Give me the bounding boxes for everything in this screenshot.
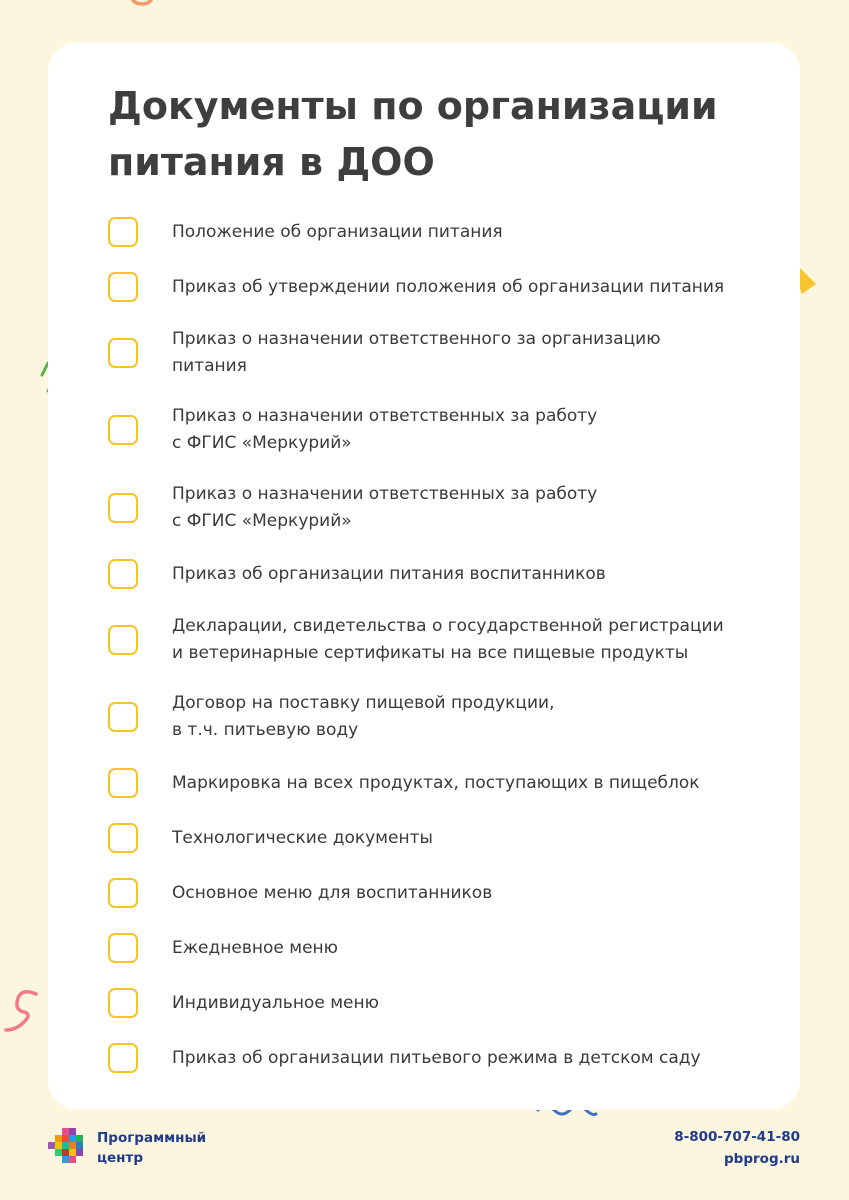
checklist-item-line: Декларации, свидетельства о государственной регистрации	[172, 616, 724, 636]
checklist-item-text	[172, 326, 782, 380]
checklist-item-line: Технологические документы	[172, 828, 433, 848]
checklist-item-text	[172, 481, 782, 535]
checklist-item-line: Маркировка на всех продуктах, поступающих в пищеблок	[172, 773, 700, 793]
checklist-item-text	[172, 219, 782, 246]
checklist-item-line: с ФГИС «Меркурий»	[172, 511, 352, 531]
checklist-item-line: Приказ о назначении ответственных за работу	[172, 406, 598, 426]
checklist-item-text	[172, 770, 782, 797]
checkbox[interactable]	[108, 217, 138, 247]
website-link[interactable]: pbprog.ru	[724, 1151, 800, 1167]
checkbox[interactable]	[108, 988, 138, 1018]
title-line-1: Документы по организации	[108, 84, 718, 128]
checklist-item-line: и ветеринарные сертификаты на все пищевые продукты	[172, 643, 689, 663]
title-line-2: питания в ДОО	[108, 140, 435, 184]
checkbox[interactable]	[108, 823, 138, 853]
checklist-item-text	[172, 274, 782, 301]
phone-number[interactable]: 8-800-707-41-80	[674, 1129, 800, 1145]
checklist-item-text	[172, 1045, 782, 1072]
checklist-item-line: Приказ об организации питания воспитанников	[172, 564, 606, 584]
checklist-item-text	[172, 690, 782, 744]
checkbox[interactable]	[108, 933, 138, 963]
checklist-item-line: Основное меню для воспитанников	[172, 883, 493, 903]
checklist-item-text	[172, 403, 782, 457]
brand-line: центр	[97, 1150, 143, 1166]
checkbox[interactable]	[108, 272, 138, 302]
checkbox[interactable]	[108, 415, 138, 445]
page-title	[108, 78, 788, 190]
checkbox[interactable]	[108, 625, 138, 655]
checklist-item-text	[172, 990, 782, 1017]
checkbox[interactable]	[108, 878, 138, 908]
brand-name	[97, 1128, 206, 1168]
checklist-item-line: питания	[172, 356, 247, 376]
pink-squiggle-decoration	[0, 988, 44, 1034]
checkbox[interactable]	[108, 559, 138, 589]
orange-ring-decoration	[124, 0, 160, 16]
checkbox[interactable]	[108, 493, 138, 523]
brand-line: Программный	[97, 1130, 207, 1146]
checklist-item-text	[172, 613, 782, 667]
checklist-item-line: Ежедневное меню	[172, 938, 338, 958]
checklist-item-text	[172, 561, 782, 588]
checklist-item-line: Приказ о назначении ответственных за работу	[172, 484, 598, 504]
checklist-item-line: Приказ об организации питьевого режима в детском саду	[172, 1048, 701, 1068]
checkbox[interactable]	[108, 1043, 138, 1073]
checklist-item-line: Приказ о назначении ответственного за организацию	[172, 329, 661, 349]
checklist-item-line: Положение об организации питания	[172, 222, 503, 242]
contacts	[674, 1126, 800, 1170]
checklist-item-line: в т.ч. питьевую воду	[172, 720, 359, 740]
checklist-item-line: Приказ об утверждении положения об организации питания	[172, 277, 725, 297]
checklist-item-line: Индивидуальное меню	[172, 993, 379, 1013]
checkbox[interactable]	[108, 338, 138, 368]
pixel-cross-logo-icon	[48, 1128, 88, 1168]
checklist-item-text	[172, 825, 782, 852]
checklist-item-line: с ФГИС «Меркурий»	[172, 433, 352, 453]
checklist-item-text	[172, 880, 782, 907]
checkbox[interactable]	[108, 768, 138, 798]
checklist-item-text	[172, 935, 782, 962]
checklist-item-line: Договор на поставку пищевой продукции,	[172, 693, 555, 713]
checkbox[interactable]	[108, 702, 138, 732]
